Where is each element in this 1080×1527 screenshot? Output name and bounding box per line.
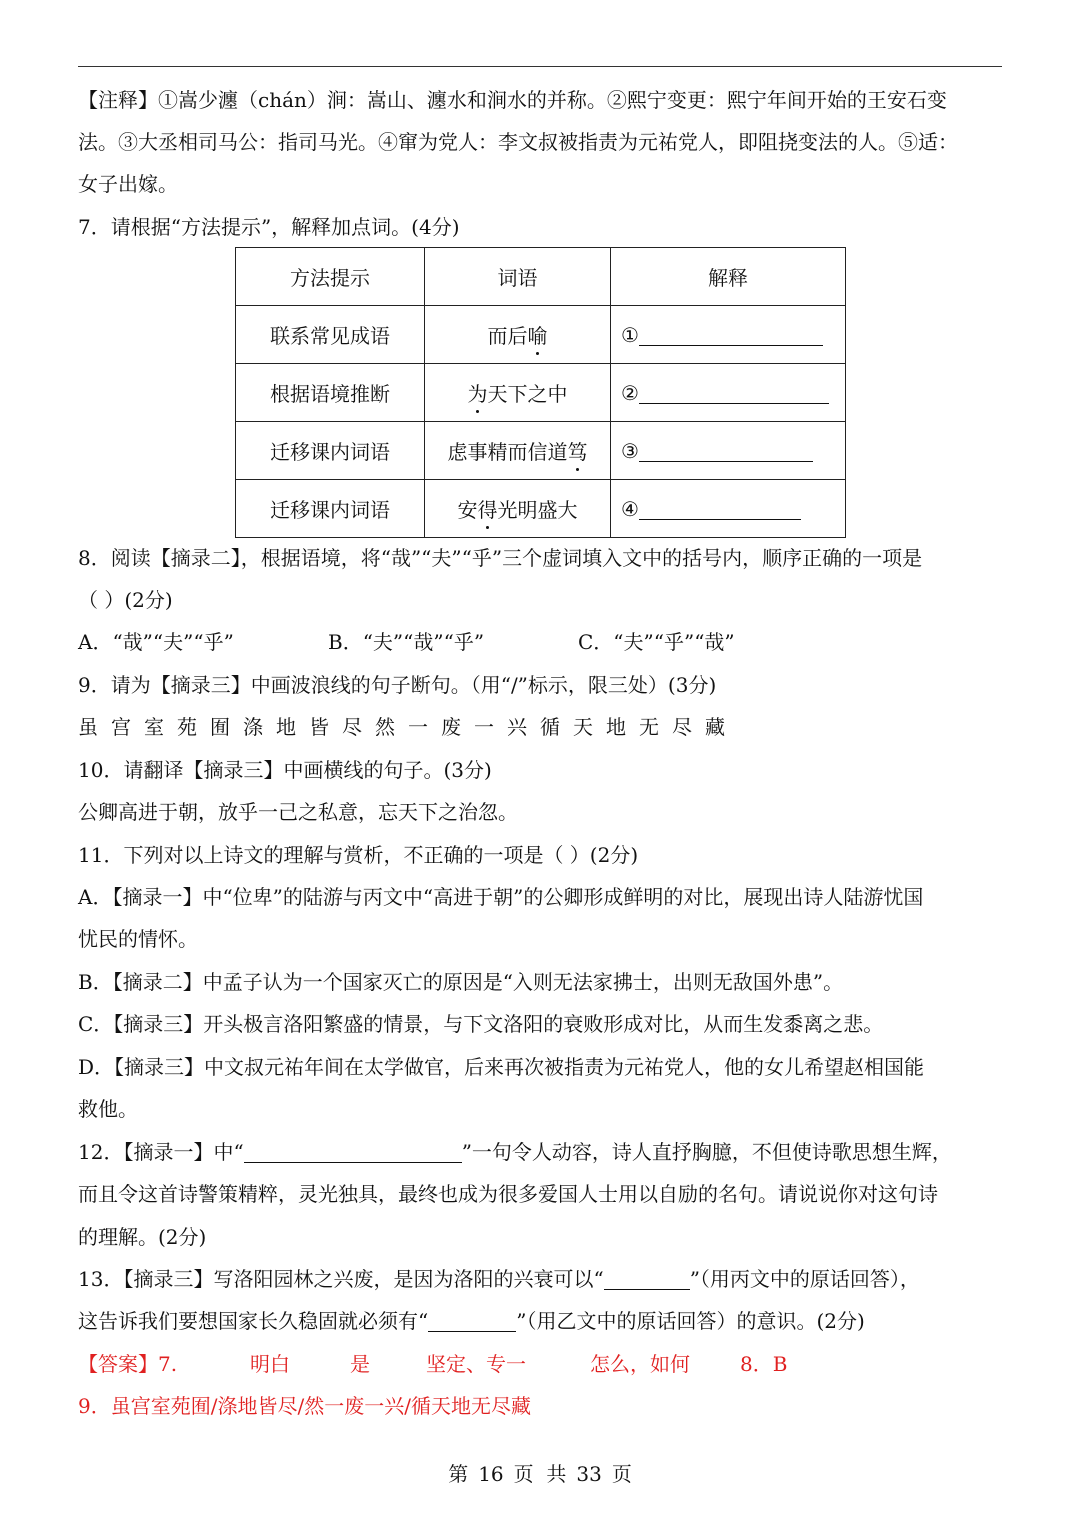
char: 循 (540, 715, 560, 739)
q10-sentence: 公卿高进于朝，放乎一己之私意，忘天下之治忽。 (78, 800, 518, 824)
q13-blank-1[interactable] (604, 1269, 690, 1290)
answer-item-4: 怎么，如何 (590, 1352, 690, 1376)
q12-line-3: 的理解。(2分) (78, 1225, 207, 1249)
answer-cell[interactable] (611, 480, 846, 538)
char: 室 (144, 715, 164, 739)
table-row (236, 480, 846, 538)
table-row (236, 306, 846, 364)
char: 无 (639, 715, 659, 739)
header-rule (78, 66, 1002, 67)
answer-cell[interactable] (611, 422, 846, 480)
q12-line-2: 而且令这首诗警策精粹，灵光独具，最终也成为很多爱国人士用以自励的名句。请说说你对这句诗 (78, 1182, 938, 1206)
method-table (235, 247, 846, 538)
row-word (425, 422, 611, 480)
note-line-2: 法。③大丞相司马公：指司马光。④窜为党人：李文叔被指责为元祐党人，即阻挠变法的人。⑤适： (78, 130, 958, 154)
char: 地 (276, 715, 296, 739)
char: 废 (441, 715, 461, 739)
footer-post: 页 (611, 1462, 632, 1486)
answer-cell[interactable] (611, 306, 846, 364)
footer-pre: 第 (448, 1462, 469, 1486)
char: 涤 (243, 715, 263, 739)
q8-options (78, 628, 1008, 656)
row-method: 迁移课内词语 (236, 480, 425, 538)
answer-blank[interactable] (639, 383, 829, 404)
header-method: 方法提示 (236, 248, 425, 306)
row-word (425, 364, 611, 422)
row-method: 联系常见成语 (236, 306, 425, 364)
table-header-row (236, 248, 846, 306)
char: 囿 (210, 715, 230, 739)
char: 一 (474, 715, 494, 739)
q11-option-a-line-1[interactable]: A．【摘录一】中“位卑”的陆游与丙文中“高进于朝”的公卿形成鲜明的对比，展现出诗人陆游忧国 (78, 885, 924, 909)
q9-prompt: 9．请为【摘录三】中画波浪线的句子断句。（用“/”标示，限三处）(3分) (78, 673, 717, 697)
answer-num: ② (621, 380, 639, 405)
char: 天 (573, 715, 593, 739)
dotted-char: 得 (478, 494, 498, 523)
note-line-3: 女子出嫁。 (78, 172, 178, 196)
q10-prompt: 10．请翻译【摘录三】中画横线的句子。(3分) (78, 758, 492, 782)
word-pre: 而后 (487, 324, 528, 348)
answer-item-2: 是 (350, 1352, 370, 1376)
char: 皆 (309, 715, 329, 739)
answer-blank[interactable] (639, 441, 813, 462)
answer-q8: 8．B (740, 1352, 788, 1376)
page-number: 16 (478, 1462, 504, 1486)
char: 地 (606, 715, 626, 739)
char: 尽 (342, 715, 362, 739)
q11-option-a-line-2: 忧民的情怀。 (78, 927, 198, 951)
row-word (425, 306, 611, 364)
dotted-char: 喻 (528, 320, 548, 349)
char: 宫 (111, 715, 131, 739)
word-post: 光明盛大 (497, 498, 578, 522)
answer-blank[interactable] (639, 325, 823, 346)
answer-label: 【答案】7. (78, 1352, 178, 1376)
q11-prompt: 11．下列对以上诗文的理解与赏析，不正确的一项是（ ）(2分) (78, 843, 639, 867)
q11-option-b[interactable]: B．【摘录二】中孟子认为一个国家灭亡的原因是“入则无法家拂士，出则无敌国外患”。 (78, 970, 844, 994)
answer-item-1: 明白 (250, 1352, 290, 1376)
q13-line2-post: ”（用乙文中的原话回答）的意识。(2分) (516, 1309, 865, 1333)
option-c[interactable]: C．“夫”“乎”“哉” (578, 630, 735, 654)
char: 然 (375, 715, 395, 739)
page-footer (0, 1460, 1080, 1488)
q11-option-d-line-2: 救他。 (78, 1097, 138, 1121)
table-row (236, 364, 846, 422)
word-post: 天下之中 (487, 382, 568, 406)
char: 一 (408, 715, 428, 739)
q12-post: ”一句令人动容，诗人直抒胸臆，不但使诗歌思想生辉， (461, 1140, 952, 1164)
q11-option-c[interactable]: C．【摘录三】开头极言洛阳繁盛的情景，与下文洛阳的衰败形成对比，从而生发黍离之悲。 (78, 1012, 884, 1036)
answer-blank[interactable] (639, 499, 801, 520)
char: 尽 (672, 715, 692, 739)
answer-num: ④ (621, 496, 639, 521)
answer-num: ① (621, 322, 639, 347)
q12-blank[interactable] (244, 1142, 462, 1163)
row-word (425, 480, 611, 538)
answer-cell[interactable] (611, 364, 846, 422)
header-word: 词语 (425, 248, 611, 306)
row-method: 迁移课内词语 (236, 422, 425, 480)
option-b[interactable]: B．“夫”“哉”“乎” (328, 630, 485, 654)
answer-line-2: 9．虽宫室苑囿/涤地皆尽/然一废一兴/循天地无尽藏 (78, 1394, 531, 1418)
row-method: 根据语境推断 (236, 364, 425, 422)
q12-line-1 (78, 1138, 1008, 1166)
q8-line-2: （ ）(2分) (78, 588, 173, 612)
q7-prompt: 7．请根据“方法提示”，解释加点词。(4分) (78, 215, 460, 239)
answer-num: ③ (621, 438, 639, 463)
word-pre: 虑事精而信道 (447, 440, 568, 464)
footer-mid: 页 共 (513, 1462, 567, 1486)
q9-chars (78, 713, 1008, 741)
char: 虽 (78, 715, 98, 739)
q12-pre: 12．【摘录一】中“ (78, 1140, 244, 1164)
q13-post: ”（用丙文中的原话回答）， (689, 1267, 920, 1291)
char: 兴 (507, 715, 527, 739)
char: 藏 (705, 715, 725, 739)
header-explain: 解释 (611, 248, 846, 306)
q13-line2-pre: 这告诉我们要想国家长久稳固就必须有“ (78, 1309, 429, 1333)
q13-line-2 (78, 1307, 1008, 1335)
note-line-1: 【注释】①嵩少瀍（chán）涧：嵩山、瀍水和涧水的并称。②熙宁变更：熙宁年间开始的王安石变 (78, 88, 947, 112)
answer-line-1 (78, 1350, 1008, 1378)
table-row (236, 422, 846, 480)
q13-line-1 (78, 1265, 1008, 1293)
q11-option-d-line-1[interactable]: D．【摘录三】中文叔元祐年间在太学做官，后来再次被指责为元祐党人，他的女儿希望赵相国能 (78, 1055, 925, 1079)
char: 苑 (177, 715, 197, 739)
q13-pre: 13．【摘录三】写洛阳园林之兴废，是因为洛阳的兴衰可以“ (78, 1267, 604, 1291)
dotted-char: 为 (468, 378, 488, 407)
dotted-char: 笃 (568, 436, 588, 465)
option-a[interactable]: A．“哉”“夫”“乎” (78, 630, 234, 654)
total-pages: 33 (576, 1462, 602, 1486)
answer-item-3: 坚定、专一 (426, 1352, 526, 1376)
q13-blank-2[interactable] (428, 1311, 516, 1332)
q8-line-1: 8．阅读【摘录二】，根据语境，将“哉”“夫”“乎”三个虚词填入文中的括号内，顺序正确的一项是 (78, 546, 923, 570)
word-pre: 安 (457, 498, 478, 522)
